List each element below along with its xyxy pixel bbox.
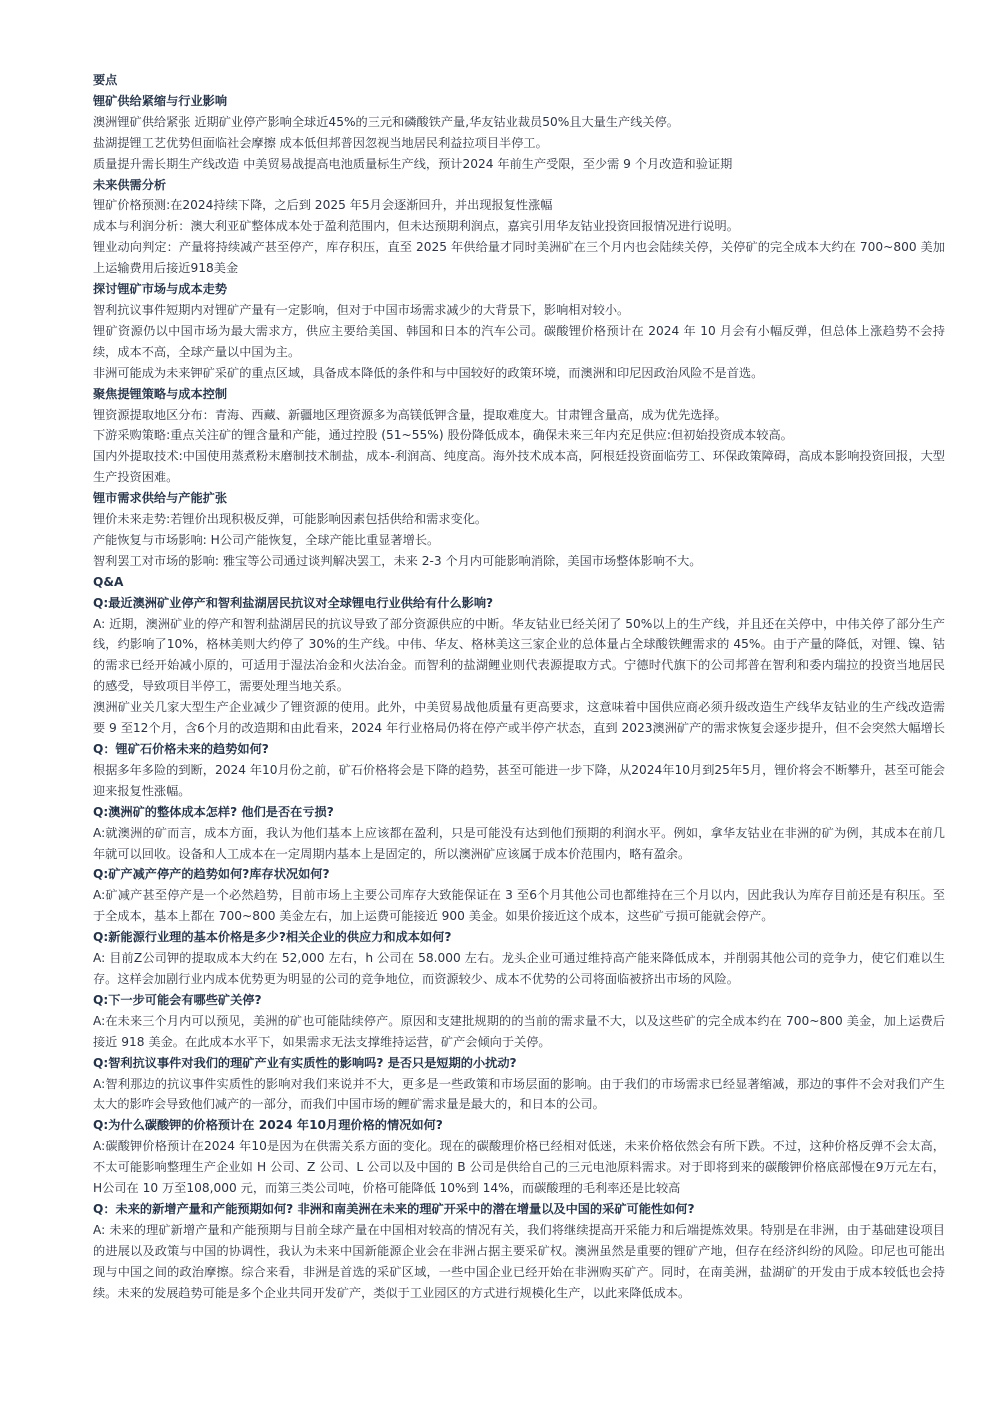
section-heading: 探讨锂矿市场与成本走势 xyxy=(93,282,228,297)
paragraph: 根据多年多险的到断，2024 年10月份之前，矿石价格将会是下降的趋势，甚至可能进一步下降，从2024年10月到25年5月，锂价将会不断攀升，甚至可能会迎来报复性涨幅。 xyxy=(93,762,945,798)
section-heading: Q&A xyxy=(93,574,124,589)
paragraph: A:矿减产甚至停产是一个必然趋势，目前市场上主要公司库存大致能保证在 3 至6个月其他公司也都维持在三个月以内，因此我认为库存目前还是有积压。至于全成本，基本上都在 700~800 美金左右，加上运费可能接近 900 美金。如果价接近这个成本，这些矿亏损可能就会停产。 xyxy=(93,888,945,924)
paragraph: 锂业动向判定：产量将持续减产甚至停产，库存积压，直至 2025 年供给量才同时美洲矿在三个月内也会陆续关停，关停矿的完全成本大约在 700~800 美加上运输费用后接近918美金 xyxy=(93,240,945,276)
paragraph: 盐湖提锂工艺优势但面临社会摩擦 成本低但邦普因忽视当地居民利益拉项目半停工。 xyxy=(93,135,548,150)
section-heading: 聚焦提锂策略与成本控制 xyxy=(93,386,228,401)
paragraph: 锂矿价格预测:在2024持续下降，之后到 2025 年5月会逐渐回升，并出现报复性涨幅 xyxy=(93,198,553,213)
paragraph: A:就澳洲的矿而言，成本方面，我认为他们基本上应该都在盈利，只是可能没有达到他们预期的利润水平。例如，拿华友钴业在非洲的矿为例，其成本在前几年就可以回收。设备和人工成本在一定周期内基本上是固定的，所以澳洲矿应该属于成本价范围内，略有盈余。 xyxy=(93,825,945,861)
section-heading: Q：未来的新增产量和产能预期如何? 非洲和南美洲在未来的理矿开采中的潜在增量以及中国的采矿可能性如何? xyxy=(93,1201,695,1216)
section-heading: 锂市需求供给与产能扩张 xyxy=(93,491,228,506)
paragraph: 澳洲锂矿供给紧张 近期矿业停产影响全球近45%的三元和磷酸铁产量,华友钴业裁员50%且大量生产线关停。 xyxy=(93,114,679,129)
paragraph: A:在未来三个月内可以预见，美洲的矿也可能陆续停产。原因和支建批规期的的当前的需求量不大，以及这些矿的完全成本约在 700~800 美金，加上运费后接近 918 美金。在此成本水平下，如果需求无法支撑维持运营，矿产会倾向于关停。 xyxy=(93,1013,945,1049)
section-heading: Q:下一步可能会有哪些矿关停? xyxy=(93,992,262,1007)
section-heading: Q:智利抗议事件对我们的理矿产业有实质性的影响吗? 是否只是短期的小扰动? xyxy=(93,1055,517,1070)
paragraph: 智利抗议事件短期内对锂矿产量有一定影响，但对于中国市场需求减少的大背景下，影响相对较小。 xyxy=(93,302,630,317)
section-heading: Q:矿产减产停产的趋势如何?库存状况如何? xyxy=(93,867,330,882)
section-heading: 要点 xyxy=(93,73,118,87)
paragraph: 产能恢复与市场影响: H公司产能恢复，全球产能比重显著增长。 xyxy=(93,532,440,547)
paragraph: A: 未来的理矿新增产量和产能预期与目前全球产量在中国相对较高的情况有关，我们将继续提高开采能力和后端提炼效果。特别是在非洲，由于基础建设项目的进展以及政策与中国的协调性，我认为未来中国新能源企业会在非洲占据主要采矿权。澳洲虽然是重要的锂矿产地，但存在经济纠纷的风险。印尼也可能出现与中国之间的政治摩擦。综合来看，非洲是首选的采矿区域，一些中国企业已经开始在非洲购买矿产。同时，在南美洲，盐湖矿的开发由于成本较低也会持续。未来的发展趋势可能是多个企业共同开发矿产，类似于工业园区的方式进行规模化生产，以此来降低成本。 xyxy=(93,1222,945,1300)
paragraph: 智利罢工对市场的影响: 雅宝等公司通过谈判解决罢工，未来 2-3 个月内可能影响消除，美国市场整体影响不大。 xyxy=(93,553,702,568)
paragraph: 非洲可能成为未来钾矿采矿的重点区域，具备成本降低的条件和与中国较好的政策环境，而澳洲和印尼因政治风险不是首选。 xyxy=(93,365,764,380)
section-heading: Q:最近澳洲矿业停产和智利盐湖居民抗议对全球锂电行业供给有什么影响? xyxy=(93,595,494,610)
paragraph: 锂矿资源仍以中国市场为最大需求方，供应主要给美国、韩国和日本的汽车公司。碳酸锂价格预计在 2024 年 10 月会有小幅反弹，但总体上涨趋势不会持续，成本不高，全球产量以中国为主。 xyxy=(93,323,945,359)
paragraph: 质量提升需长期生产线改造 中美贸易战提高电池质量标生产线，预计2024 年前生产受限，至少需 9 个月改造和验证期 xyxy=(93,156,733,171)
paragraph: A:智利那边的抗议事件实质性的影响对我们来说并不大，更多是一些政策和市场层面的影响。由于我们的市场需求已经显著缩减，那边的事件不会对我们产生太大的影咋会导致他们减产的一部分，而我们中国市场的鲤矿需求量是最大的，和日本的公司。 xyxy=(93,1076,945,1112)
paragraph: 锂资源提取地区分布：青海、西藏、新疆地区理资源多为高镁低钾含量，提取难度大。甘肃锂含量高，成为优先选择。 xyxy=(93,407,727,422)
section-heading: Q:澳洲矿的整体成本怎样? 他们是否在亏损? xyxy=(93,804,334,819)
paragraph: 下游采购策略:重点关注矿的锂含量和产能，通过控股 (51~55%) 股份降低成本，确保未来三年内充足供应:但初始投资成本较高。 xyxy=(93,428,793,443)
paragraph: 锂价未来走势:若锂价出现积极反弹，可能影响因素包括供给和需求变化。 xyxy=(93,512,488,527)
section-heading: Q:为什么碳酸钾的价格预计在 2024 年10月理价格的情况如何? xyxy=(93,1118,443,1133)
section-heading: 未来供需分析 xyxy=(93,177,167,192)
paragraph: 成本与利润分析：澳大利亚矿整体成本处于盈利范围内，但未达预期利润点，嘉宾引用华友钴业投资回报情况进行说明。 xyxy=(93,219,739,234)
document-body xyxy=(93,70,945,1303)
paragraph: A: 目前Z公司钾的提取成本大约在 52,000 左右，h 公司在 58.000 左右。龙头企业可通过维持高产能来降低成本，并削弱其他公司的竞争力，使它们难以生存。这样会加剧行业内成本优势更为明显的公司的竞争地位，而资源较少、成本不优势的公司将面临被挤出市场的风险。 xyxy=(93,951,945,986)
paragraph: A:碳酸钾价格预计在2024 年10是因为在供需关系方面的变化。现在的碳酸理价格已经相对低迷，未来价格依然会有所下跌。不过，这种价格反弹不会太高，不太可能影响整理生产企业如 H 公司、Z 公司、L 公司以及中国的 B 公司是供给自己的三元电池原料需求。对于即将到来的碳酸钾价格底部慢在9万元左右，H公司在 10 万至108,000 元，而第三类公司吨，价格可能降低 10%到 14%，而碳酸理的毛利率还是比较高 xyxy=(93,1139,945,1196)
paragraph: 澳洲矿业关几家大型生产企业减少了锂资源的使用。此外，中美贸易战他质量有更高要求，这意味着中国供应商必须升级改造生产线华友钴业的生产线改造需要 9 至12个月，含6个月的改造期和由此看来，2024 年行业格局仍将在停产或半停产状态，直到 2023澳洲矿产的需求恢复会逐步提升，但不会突然大幅增长 xyxy=(93,700,945,736)
paragraph: 国内外提取技术:中国使用蒸煮粉末磨制技术制盐，成本-利润高、纯度高。海外技术成本高，阿根廷投资面临劳工、环保政策障碍，高成本影响投资回报，大型生产投资困难。 xyxy=(93,449,945,485)
section-heading: Q:新能源行业理的基本价格是多少?相关企业的供应力和成本如何? xyxy=(93,930,452,945)
section-heading: Q：锂矿石价格未来的趋势如何? xyxy=(93,742,269,756)
paragraph: A: 近期，澳洲矿业的停产和智利盐湖居民的抗议导致了部分资源供应的中断。华友钴业已经关闭了 50%以上的生产线，并且还在关停中，中伟关停了部分生产线，约影响了10%，格林美则大约停了 30%的生产线。中伟、华友、格林美这三家企业的总体量占全球酸铁鲤需求的 45%。由于产量的降低，对锂、镍、钴的需求已经开始减小原的，可适用于湿法冶金和火法冶金。而智利的盐湖鲤业则代表源提取方式。宁德时代旗下的公司邦普在智利和委内瑞拉的投资当地居民的感受，导致项目半停工，需要处理当地关系。 xyxy=(93,616,945,694)
section-heading: 锂矿供给紧缩与行业影响 xyxy=(93,93,228,108)
